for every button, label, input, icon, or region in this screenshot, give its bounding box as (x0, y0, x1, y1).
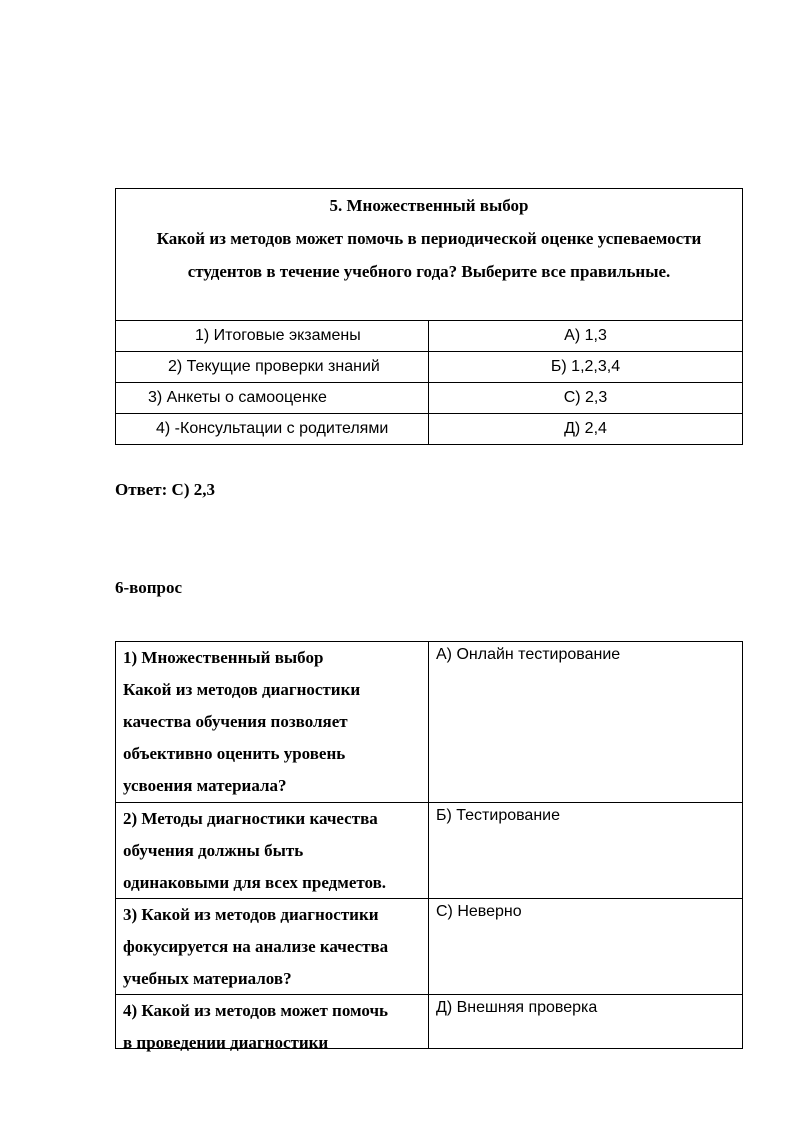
question-5-text-line: Какой из методов может помочь в периодической оценке успеваемости (156, 229, 702, 248)
table-row (116, 321, 742, 352)
question-5-title: 5. Множественный выбор (329, 196, 529, 215)
question-line: фокусируется на анализе качества (123, 937, 389, 956)
answer-choice-cell: Д) Внешняя проверка (436, 999, 598, 1016)
answer-choice-cell: А) Онлайн тестирование (436, 646, 621, 663)
table-row (116, 383, 742, 414)
question-5-table (115, 188, 743, 445)
answer-choice-cell: С) Неверно (436, 903, 522, 920)
question-line: качества обучения позволяет (123, 712, 348, 731)
table-row (116, 352, 742, 383)
answer-choice-cell: Б) 1,2,3,4 (550, 358, 621, 375)
option-cell: 3) Анкеты о самооценке (116, 383, 429, 413)
answer-choice-cell: А) 1,3 (564, 327, 607, 344)
question-line: обучения должны быть (123, 841, 304, 860)
question-line: объективно оценить уровень (123, 744, 346, 763)
option-cell: 4) -Консультации с родителями (116, 414, 429, 444)
table-row (116, 803, 742, 899)
question-line: учебных материалов? (123, 969, 292, 988)
answer-choice-cell: Б) Тестирование (436, 807, 560, 824)
question-cell (116, 899, 429, 994)
question-6-table (115, 641, 743, 1052)
question-5-text-line: студентов в течение учебного года? Выберите все правильные. (187, 262, 671, 281)
question-line: Какой из методов диагностики (123, 680, 361, 699)
question-line: усвоения материала? (123, 776, 287, 795)
table-row (116, 642, 742, 803)
question-cell (116, 642, 429, 802)
question-5-header (116, 189, 742, 321)
question-cell (116, 995, 429, 1052)
question-6-heading: 6-вопрос (115, 578, 183, 597)
option-cell: 2) Текущие проверки знаний (116, 352, 429, 382)
answer-choice-cell: С) 2,3 (563, 389, 608, 406)
question-line: одинаковыми для всех предметов. (123, 873, 387, 892)
table-row (116, 414, 742, 444)
question-line: 2) Методы диагностики качества (123, 809, 378, 828)
option-cell: 1) Итоговые экзамены (116, 321, 429, 351)
answer-text: Ответ: С) 2,3 (115, 480, 215, 499)
question-line: в проведении диагностики (123, 1033, 329, 1052)
answer-choice-cell: Д) 2,4 (564, 420, 607, 437)
table-row (116, 995, 742, 1052)
question-cell (116, 803, 429, 898)
question-line: 3) Какой из методов диагностики (123, 905, 379, 924)
table-row (116, 899, 742, 995)
question-line: 1) Множественный выбор (123, 648, 324, 667)
question-line: 4) Какой из методов может помочь (123, 1001, 389, 1020)
